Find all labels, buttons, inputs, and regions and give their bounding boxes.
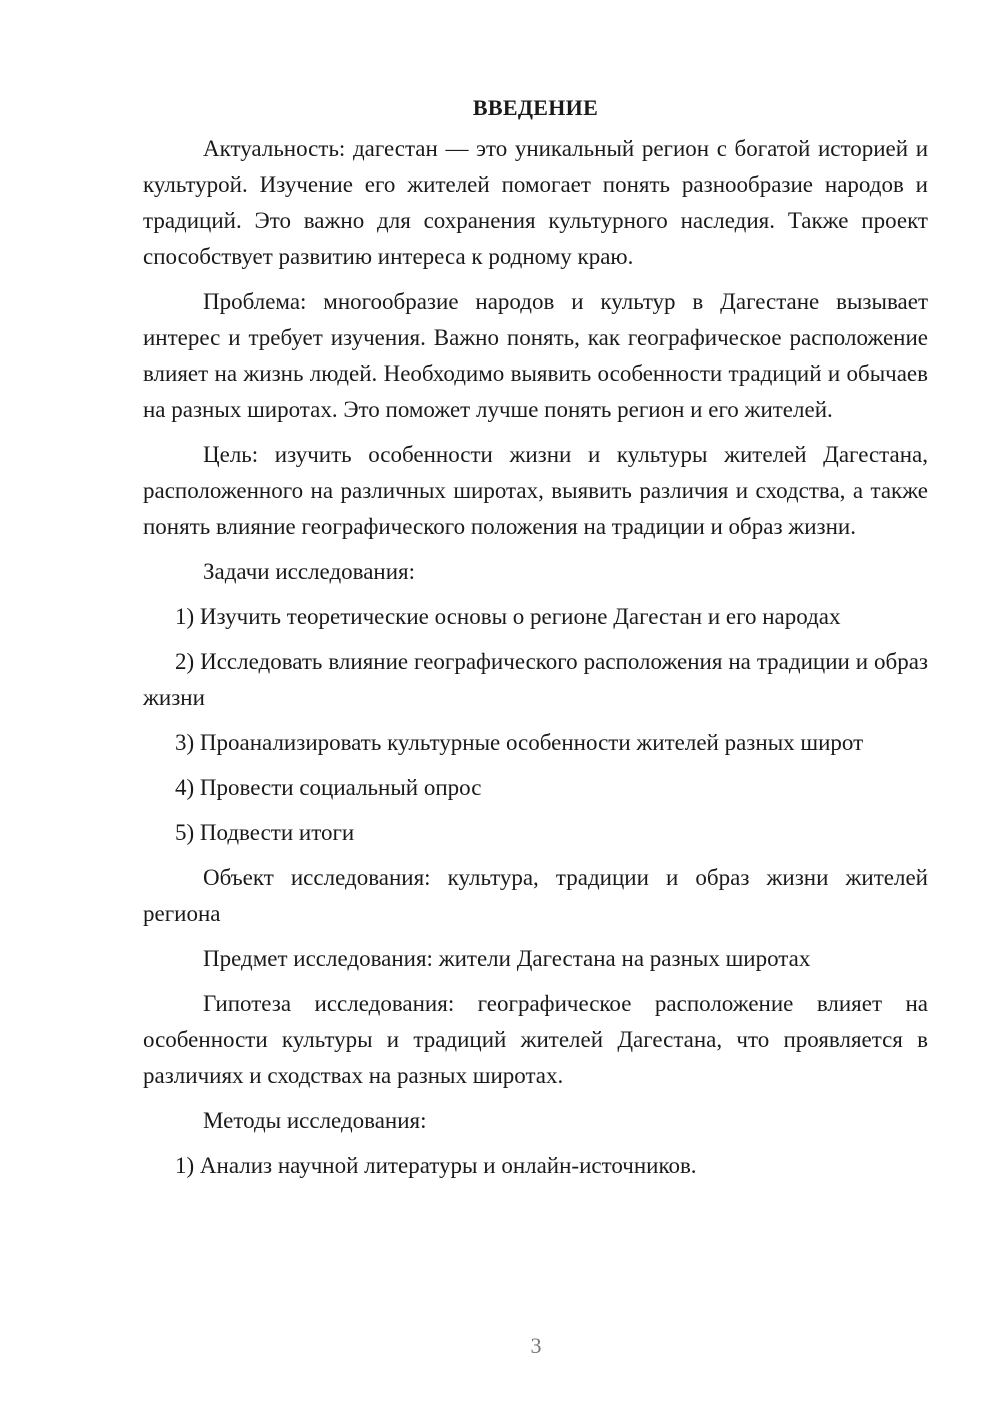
- object-paragraph: Объект исследования: культура, традиции и образ жизни жителей региона: [143, 865, 928, 926]
- task-item: 5) Подвести итоги: [175, 820, 355, 845]
- page-content: [143, 90, 928, 1193]
- subject-paragraph: Предмет исследования: жители Дагестана на разных широтах: [203, 946, 811, 971]
- problem-paragraph: Проблема: многообразие народов и культур в Дагестане вызывает интерес и требует изучения. Важно понять, как географическое расположение влияет на жизнь людей. Необходимо выявить особенности традиций и обычаев на разных широтах. Это поможет лучше понять регион и его жителей.: [143, 289, 928, 422]
- method-item: 1) Анализ научной литературы и онлайн-источников.: [175, 1153, 697, 1178]
- hypothesis-paragraph: Гипотеза исследования: географическое расположение влияет на особенности культуры и традиций жителей Дагестана, что проявляется в различиях и сходствах на разных широтах.: [143, 991, 928, 1088]
- page-number: 3: [530, 1333, 542, 1358]
- task-item: 3) Проанализировать культурные особенности жителей разных широт: [175, 730, 864, 755]
- tasks-heading: Задачи исследования:: [203, 559, 416, 584]
- task-item: 2) Исследовать влияние географического расположения на традиции и образ жизни: [143, 649, 928, 710]
- task-item: 4) Провести социальный опрос: [175, 775, 482, 800]
- relevance-paragraph: Актуальность: дагестан — это уникальный регион с богатой историей и культурой. Изучение его жителей помогает понять разнообразие народов и традиций. Это важно для сохранения культурного наследия. Также проект способствует развитию интереса к родному краю.: [143, 136, 928, 269]
- page-title: ВВЕДЕНИЕ: [472, 95, 599, 120]
- goal-paragraph: Цель: изучить особенности жизни и культуры жителей Дагестана, расположенного на различных широтах, выявить различия и сходства, а также понять влияние географического положения на традиции и образ жизни.: [143, 442, 928, 539]
- methods-heading: Методы исследования:: [203, 1108, 427, 1133]
- task-item: 1) Изучить теоретические основы о регионе Дагестан и его народах: [175, 604, 841, 629]
